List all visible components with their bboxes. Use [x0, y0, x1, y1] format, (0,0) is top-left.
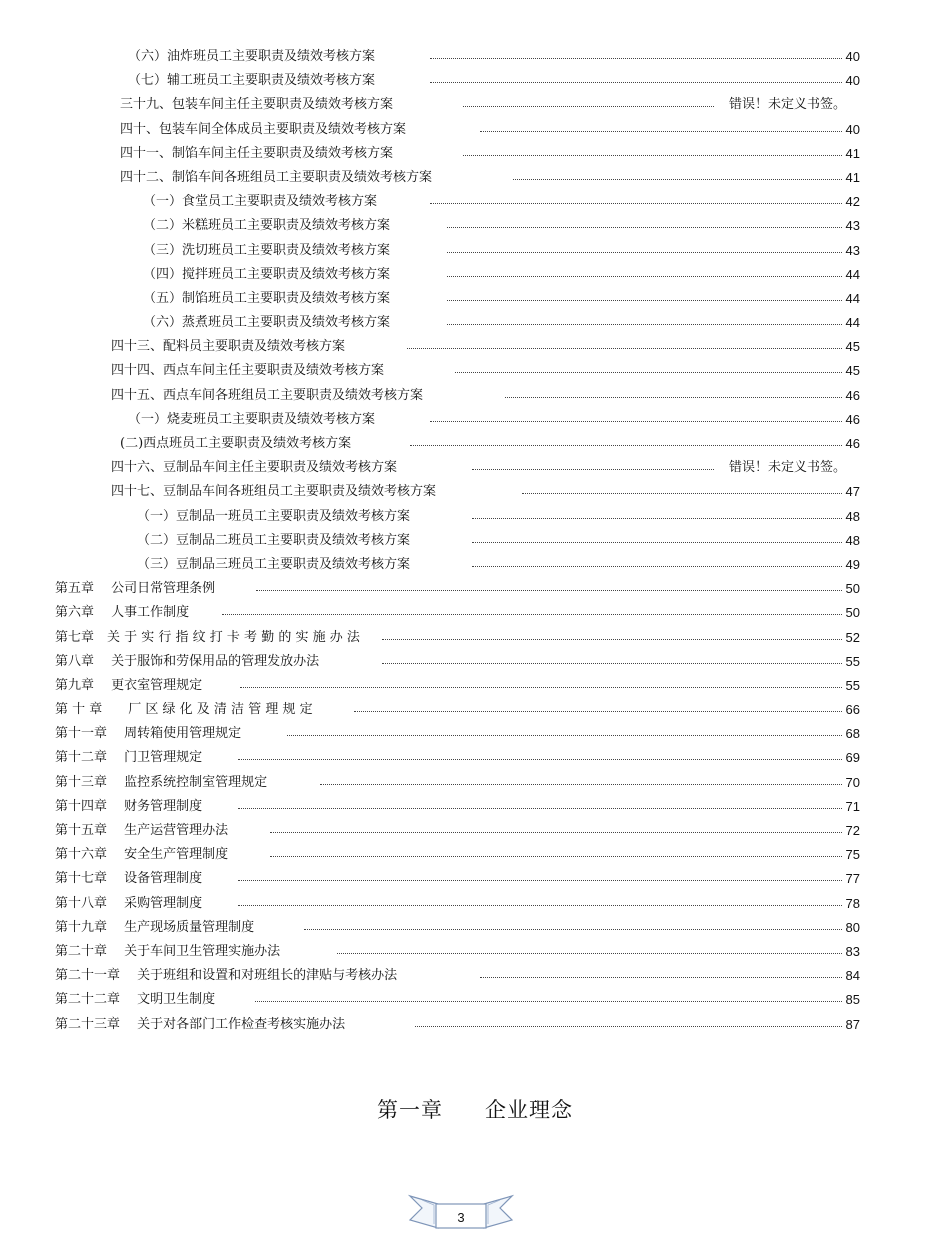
toc-dot-leader	[480, 131, 842, 132]
toc-entry-title: （三）豆制品三班员工主要职责及绩效考核方案	[137, 556, 411, 572]
toc-entry-page: 52	[845, 629, 860, 645]
toc-entry-page: 83	[845, 943, 860, 959]
toc-entry-error: 错误！未定义书签。	[728, 97, 846, 113]
toc-entry[interactable]	[0, 93, 950, 117]
toc-entry-title: 第十三章 监控系统控制室管理规定	[55, 774, 268, 790]
toc-entry-title: 第五章 公司日常管理条例	[55, 581, 216, 597]
toc-entry[interactable]	[0, 867, 950, 891]
toc-dot-leader	[430, 421, 842, 422]
toc-dot-leader	[505, 397, 842, 398]
toc-entry-page: 71	[845, 798, 860, 814]
toc-entry-title: 第二十二章 文明卫生制度	[55, 992, 216, 1008]
toc-entry-page: 47	[845, 484, 860, 500]
toc-entry-title: 第 十 章 厂 区 绿 化 及 清 洁 管 理 规 定	[55, 702, 313, 718]
toc-entry-title: 四十二、制馅车间各班组员工主要职责及绩效考核方案	[120, 169, 433, 185]
toc-entry-page: 45	[845, 363, 860, 379]
toc-entry-title: 四十、包装车间全体成员主要职责及绩效考核方案	[120, 121, 407, 137]
toc-entry-title: 第九章 更衣室管理规定	[55, 677, 203, 693]
toc-dot-leader	[238, 808, 842, 809]
toc-entry[interactable]	[0, 142, 950, 166]
toc-entry[interactable]	[0, 45, 950, 69]
toc-entry-page: 77	[845, 871, 860, 887]
toc-dot-leader	[472, 469, 714, 470]
toc-dot-leader	[447, 276, 842, 277]
toc-dot-leader	[407, 348, 842, 349]
toc-entry-title: 第二十三章 关于对各部门工作检查考核实施办法	[55, 1016, 346, 1032]
toc-entry[interactable]	[0, 601, 950, 625]
toc-entry-page: 50	[845, 581, 860, 597]
toc-entry[interactable]	[0, 650, 950, 674]
toc-entry-page: 41	[845, 169, 860, 185]
toc-entry[interactable]	[0, 819, 950, 843]
toc-entry-page: 46	[845, 436, 860, 451]
toc-entry[interactable]	[0, 722, 950, 746]
toc-dot-leader	[255, 1001, 842, 1002]
toc-entry-page: 68	[845, 726, 860, 742]
toc-entry-page: 70	[845, 774, 860, 790]
toc-entry[interactable]	[0, 843, 950, 867]
toc-entry-page: 84	[845, 968, 860, 984]
toc-entry[interactable]	[0, 239, 950, 263]
toc-dot-leader	[270, 856, 842, 857]
toc-entry[interactable]	[0, 480, 950, 504]
toc-entry-title: 第七章 关 于 实 行 指 纹 打 卡 考 勤 的 实 施 办 法	[55, 629, 360, 645]
toc-entry-error: 错误！未定义书签。	[728, 460, 846, 476]
toc-entry[interactable]	[0, 384, 950, 408]
toc-entry-page: 48	[845, 508, 860, 524]
toc-dot-leader	[238, 905, 842, 906]
toc-entry[interactable]	[0, 1013, 950, 1037]
toc-dot-leader	[447, 300, 842, 301]
toc-entry-page: 49	[845, 556, 860, 572]
toc-dot-leader	[256, 590, 842, 591]
toc-entry-title: 第八章 关于服饰和劳保用品的管理发放办法	[55, 653, 320, 669]
toc-dot-leader	[270, 832, 842, 833]
toc-entry-title: 四十六、豆制品车间主任主要职责及绩效考核方案	[111, 460, 398, 476]
toc-dot-leader	[430, 203, 842, 204]
toc-entry-page: 43	[845, 242, 860, 258]
table-of-contents	[0, 45, 950, 1037]
toc-entry[interactable]	[0, 456, 950, 480]
toc-dot-leader	[238, 880, 842, 881]
toc-entry[interactable]	[0, 698, 950, 722]
toc-entry[interactable]	[0, 214, 950, 238]
toc-dot-leader	[463, 155, 842, 156]
toc-dot-leader	[337, 953, 842, 954]
toc-dot-leader	[410, 445, 842, 446]
toc-entry[interactable]	[0, 529, 950, 553]
toc-entry-page: 42	[845, 194, 860, 210]
toc-entry-title: 第十五章 生产运营管理办法	[55, 823, 229, 838]
toc-entry-title: 第十六章 安全生产管理制度	[55, 847, 229, 863]
toc-entry-title: 四十五、西点车间各班组员工主要职责及绩效考核方案	[111, 387, 424, 403]
toc-entry-title: （一）烧麦班员工主要职责及绩效考核方案	[128, 411, 376, 427]
toc-entry[interactable]	[0, 553, 950, 577]
toc-entry-title: （二）豆制品二班员工主要职责及绩效考核方案	[137, 532, 411, 548]
toc-dot-leader	[287, 735, 842, 736]
toc-dot-leader	[382, 639, 842, 640]
toc-entry[interactable]	[0, 190, 950, 214]
toc-entry[interactable]	[0, 335, 950, 359]
toc-entry-title: （五）制馅班员工主要职责及绩效考核方案	[143, 290, 391, 306]
toc-entry[interactable]	[0, 626, 950, 650]
toc-entry-title: 第二十一章 关于班组和设置和对班组长的津贴与考核办法	[55, 968, 398, 984]
toc-entry[interactable]	[0, 771, 950, 795]
toc-entry[interactable]	[0, 432, 950, 456]
toc-entry[interactable]	[0, 892, 950, 916]
toc-dot-leader	[472, 566, 842, 567]
toc-entry-page: 75	[845, 847, 860, 863]
toc-entry-title: 四十四、西点车间主任主要职责及绩效考核方案	[111, 363, 385, 379]
toc-entry-page: 72	[845, 823, 860, 838]
toc-entry-title: （四）搅拌班员工主要职责及绩效考核方案	[143, 266, 391, 282]
toc-entry-page: 48	[845, 532, 860, 548]
toc-dot-leader	[430, 58, 842, 59]
toc-entry-page: 55	[845, 653, 860, 669]
toc-entry-title: （六）蒸煮班员工主要职责及绩效考核方案	[143, 315, 391, 331]
toc-entry[interactable]	[0, 577, 950, 601]
toc-entry-title: 四十七、豆制品车间各班组员工主要职责及绩效考核方案	[111, 484, 437, 500]
toc-dot-leader	[455, 372, 842, 373]
toc-entry-title: （六）油炸班员工主要职责及绩效考核方案	[128, 49, 376, 64]
toc-dot-leader	[320, 784, 842, 785]
toc-entry-page: 69	[845, 750, 860, 766]
toc-dot-leader	[447, 227, 842, 228]
toc-entry-page: 66	[845, 702, 860, 718]
toc-entry[interactable]	[0, 359, 950, 383]
toc-entry-title: 四十一、制馅车间主任主要职责及绩效考核方案	[120, 145, 394, 161]
toc-entry[interactable]	[0, 988, 950, 1012]
toc-entry[interactable]	[0, 118, 950, 142]
page-number-badge	[408, 1194, 514, 1230]
page-number: 3	[457, 1210, 465, 1225]
toc-entry[interactable]	[0, 940, 950, 964]
toc-entry-page: 87	[845, 1016, 860, 1032]
toc-entry-title: 第十一章 周转箱使用管理规定	[55, 726, 242, 742]
toc-dot-leader	[304, 929, 842, 930]
toc-dot-leader	[430, 82, 842, 83]
toc-entry[interactable]	[0, 795, 950, 819]
toc-entry-title: 第二十章 关于车间卫生管理实施办法	[55, 943, 281, 959]
toc-entry-page: 44	[845, 290, 860, 306]
toc-dot-leader	[382, 663, 842, 664]
toc-entry-page: 43	[845, 218, 860, 234]
toc-entry[interactable]	[0, 311, 950, 335]
toc-dot-leader	[447, 252, 842, 253]
toc-entry[interactable]	[0, 408, 950, 432]
toc-entry-title: （三）洗切班员工主要职责及绩效考核方案	[143, 242, 391, 258]
chapter-heading	[0, 1094, 950, 1124]
toc-dot-leader	[222, 614, 842, 615]
toc-entry[interactable]	[0, 505, 950, 529]
toc-entry-title: （一）豆制品一班员工主要职责及绩效考核方案	[137, 508, 411, 524]
chapter-number: 第一章	[377, 1098, 443, 1122]
toc-entry-title: 四十三、配料员主要职责及绩效考核方案	[111, 339, 346, 355]
toc-entry-title: 第十八章 采购管理制度	[55, 895, 203, 911]
toc-entry-title: 第十九章 生产现场质量管理制度	[55, 919, 255, 935]
toc-entry-title: 第六章 人事工作制度	[55, 605, 190, 621]
toc-entry-page: 40	[845, 73, 860, 89]
toc-entry-page: 45	[845, 339, 860, 355]
toc-dot-leader	[522, 493, 842, 494]
toc-entry[interactable]	[0, 166, 950, 190]
toc-dot-leader	[463, 106, 714, 107]
toc-entry[interactable]	[0, 746, 950, 770]
toc-entry-title: （七）辅工班员工主要职责及绩效考核方案	[128, 73, 376, 89]
toc-entry-title: 三十九、包装车间主任主要职责及绩效考核方案	[120, 97, 394, 113]
toc-entry-page: 46	[845, 411, 860, 427]
toc-entry-title: 第十二章 门卫管理规定	[55, 750, 203, 766]
toc-entry-title: （二）米糕班员工主要职责及绩效考核方案	[143, 218, 391, 234]
toc-dot-leader	[472, 542, 842, 543]
toc-entry-page: 40	[845, 121, 860, 137]
toc-entry[interactable]	[0, 287, 950, 311]
toc-dot-leader	[354, 711, 842, 712]
toc-dot-leader	[472, 518, 842, 519]
toc-entry-page: 85	[845, 992, 860, 1008]
toc-dot-leader	[415, 1026, 842, 1027]
toc-entry-page: 41	[845, 145, 860, 161]
toc-dot-leader	[238, 759, 842, 760]
toc-entry-title: (二)西点班员工主要职责及绩效考核方案	[120, 436, 352, 451]
toc-dot-leader	[513, 179, 842, 180]
toc-entry[interactable]	[0, 69, 950, 93]
toc-dot-leader	[240, 687, 842, 688]
toc-entry-title: （一）食堂员工主要职责及绩效考核方案	[143, 194, 378, 210]
toc-entry-page: 46	[845, 387, 860, 403]
toc-entry-page: 44	[845, 266, 860, 282]
toc-dot-leader	[447, 324, 842, 325]
toc-entry[interactable]	[0, 964, 950, 988]
toc-entry-title: 第十七章 设备管理制度	[55, 871, 203, 887]
toc-entry[interactable]	[0, 674, 950, 698]
toc-entry-page: 80	[845, 919, 860, 935]
toc-entry-title: 第十四章 财务管理制度	[55, 798, 203, 814]
toc-dot-leader	[480, 977, 842, 978]
toc-entry-page: 50	[845, 605, 860, 621]
toc-entry[interactable]	[0, 916, 950, 940]
toc-entry[interactable]	[0, 263, 950, 287]
toc-entry-page: 44	[845, 315, 860, 331]
toc-entry-page: 78	[845, 895, 860, 911]
toc-entry-page: 55	[845, 677, 860, 693]
chapter-title: 企业理念	[485, 1098, 573, 1122]
toc-entry-page: 40	[845, 49, 860, 64]
